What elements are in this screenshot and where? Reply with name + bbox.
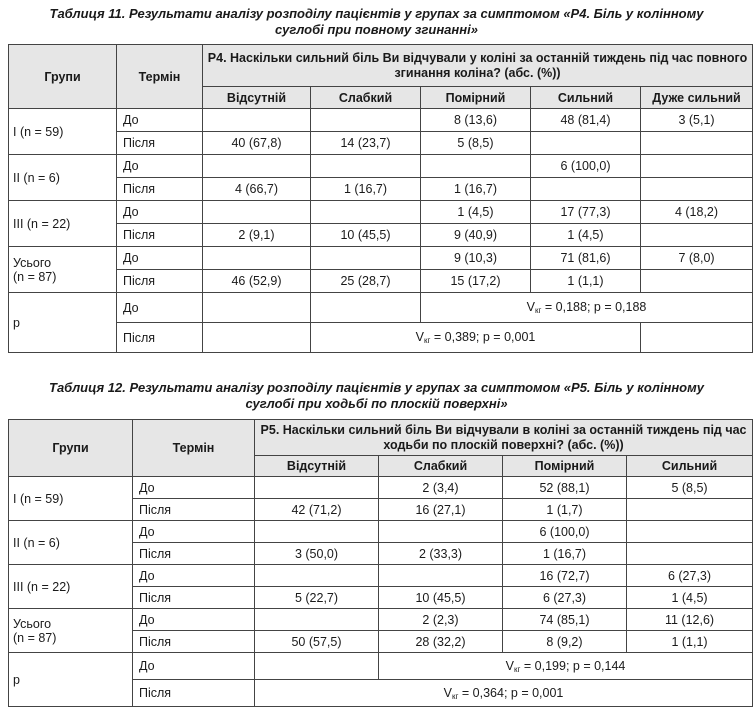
value-cell	[203, 155, 311, 178]
p-label: р	[9, 293, 117, 353]
value-cell: 11 (12,6)	[627, 609, 753, 631]
value-cell	[203, 109, 311, 132]
empty-cell	[203, 323, 311, 353]
question-header: P5. Наскільки сильний біль Ви відчували в коліні за останній тиждень під час ходьби по плоскій поверхні? (абс. (%))	[255, 420, 753, 456]
value-cell	[203, 201, 311, 224]
value-cell	[641, 178, 753, 201]
value-cell: 6 (27,3)	[627, 565, 753, 587]
term-cell: Після	[133, 631, 255, 653]
answer-header: Дуже сильний	[641, 87, 753, 109]
value-cell	[203, 247, 311, 270]
value-cell: 1 (1,1)	[531, 270, 641, 293]
table-row	[9, 521, 753, 543]
value-cell	[311, 155, 421, 178]
term-cell: До	[133, 477, 255, 499]
value-cell	[531, 178, 641, 201]
answer-header: Слабкий	[311, 87, 421, 109]
value-cell: 1 (4,5)	[421, 201, 531, 224]
value-cell: 1 (16,7)	[311, 178, 421, 201]
table-row	[9, 201, 753, 224]
answer-header: Помірний	[421, 87, 531, 109]
value-cell	[627, 521, 753, 543]
value-cell: 9 (40,9)	[421, 224, 531, 247]
groups-header: Групи	[9, 420, 133, 477]
term-header: Термін	[133, 420, 255, 477]
value-cell: 50 (57,5)	[255, 631, 379, 653]
value-cell: 40 (67,8)	[203, 132, 311, 155]
value-cell: 9 (10,3)	[421, 247, 531, 270]
term-cell: До	[133, 653, 255, 680]
value-cell: 16 (27,1)	[379, 499, 503, 521]
table-row	[9, 155, 753, 178]
question-header: P4. Наскільки сильний біль Ви відчували у коліні за останній тиждень під час повного згинання коліна? (абс. (%))	[203, 45, 753, 87]
value-cell	[641, 224, 753, 247]
value-cell: 71 (81,6)	[531, 247, 641, 270]
term-cell: До	[133, 609, 255, 631]
table-row	[9, 565, 753, 587]
value-cell: 3 (5,1)	[641, 109, 753, 132]
value-cell: 17 (77,3)	[531, 201, 641, 224]
value-cell	[311, 201, 421, 224]
group-label: ІІІ (n = 22)	[9, 565, 133, 609]
table-row	[9, 224, 753, 247]
answer-header: Відсутній	[203, 87, 311, 109]
value-cell: 7 (8,0)	[641, 247, 753, 270]
value-cell	[641, 155, 753, 178]
term-cell: До	[117, 155, 203, 178]
table-row	[9, 609, 753, 631]
empty-cell	[311, 293, 421, 323]
value-cell: 42 (71,2)	[255, 499, 379, 521]
value-cell: 1 (4,5)	[531, 224, 641, 247]
table-row	[9, 270, 753, 293]
value-cell: 2 (33,3)	[379, 543, 503, 565]
value-cell	[379, 521, 503, 543]
value-cell: 1 (16,7)	[421, 178, 531, 201]
value-cell: 3 (50,0)	[255, 543, 379, 565]
table-row	[9, 178, 753, 201]
term-cell: Після	[133, 499, 255, 521]
value-cell: 4 (18,2)	[641, 201, 753, 224]
term-cell: Після	[133, 587, 255, 609]
value-cell: 6 (100,0)	[531, 155, 641, 178]
group-label: ІІ (n = 6)	[9, 521, 133, 565]
value-cell: 52 (88,1)	[503, 477, 627, 499]
value-cell	[379, 565, 503, 587]
table-row	[9, 653, 753, 680]
value-cell: 6 (100,0)	[503, 521, 627, 543]
value-cell: 6 (27,3)	[503, 587, 627, 609]
p-value-cell: Vкг = 0,389; р = 0,001	[311, 323, 641, 353]
term-cell: До	[117, 109, 203, 132]
table-row	[9, 323, 753, 353]
table11	[8, 44, 753, 353]
value-cell: 1 (1,7)	[503, 499, 627, 521]
empty-cell	[255, 653, 379, 680]
group-label: Усього (n = 87)	[9, 609, 133, 653]
term-cell: До	[117, 247, 203, 270]
value-cell: 15 (17,2)	[421, 270, 531, 293]
value-cell: 28 (32,2)	[379, 631, 503, 653]
value-cell: 1 (4,5)	[627, 587, 753, 609]
value-cell	[627, 543, 753, 565]
answer-header: Сильний	[627, 456, 753, 477]
value-cell: 2 (9,1)	[203, 224, 311, 247]
p-value-cell: Vкг = 0,364; р = 0,001	[255, 680, 753, 707]
table-row	[9, 293, 753, 323]
groups-header: Групи	[9, 45, 117, 109]
term-header: Термін	[117, 45, 203, 109]
value-cell	[311, 109, 421, 132]
table-row	[9, 477, 753, 499]
value-cell: 5 (22,7)	[255, 587, 379, 609]
value-cell	[255, 609, 379, 631]
value-cell	[627, 499, 753, 521]
term-cell: Після	[117, 132, 203, 155]
table-row	[9, 247, 753, 270]
term-cell: Після	[117, 178, 203, 201]
value-cell: 8 (9,2)	[503, 631, 627, 653]
term-cell: Після	[117, 323, 203, 353]
table12-caption: Таблиця 12. Результати аналізу розподілу пацієнтів у групах за симптомом «P5. Біль у колінному суглобі при ходьбі по плоскій поверхні»	[49, 380, 704, 411]
value-cell: 74 (85,1)	[503, 609, 627, 631]
value-cell: 2 (3,4)	[379, 477, 503, 499]
p-label: р	[9, 653, 133, 707]
value-cell: 10 (45,5)	[311, 224, 421, 247]
empty-cell	[203, 293, 311, 323]
value-cell	[641, 270, 753, 293]
table12	[8, 419, 753, 707]
value-cell	[311, 247, 421, 270]
term-cell: Після	[133, 543, 255, 565]
answer-header: Відсутній	[255, 456, 379, 477]
term-cell: До	[117, 201, 203, 224]
term-cell: Після	[117, 224, 203, 247]
table11-caption: Таблиця 11. Результати аналізу розподілу пацієнтів у групах за симптомом «P4. Біль у колінному суглобі при повному згинанні»	[49, 6, 704, 37]
group-label: І (n = 59)	[9, 477, 133, 521]
empty-cell	[641, 323, 753, 353]
value-cell: 1 (1,1)	[627, 631, 753, 653]
p-value-cell: Vкг = 0,199; р = 0,144	[379, 653, 753, 680]
value-cell	[531, 132, 641, 155]
table-row	[9, 132, 753, 155]
value-cell: 8 (13,6)	[421, 109, 531, 132]
value-cell	[421, 155, 531, 178]
value-cell	[255, 565, 379, 587]
value-cell: 4 (66,7)	[203, 178, 311, 201]
value-cell: 16 (72,7)	[503, 565, 627, 587]
group-label: Усього (n = 87)	[9, 247, 117, 293]
group-label: ІІ (n = 6)	[9, 155, 117, 201]
term-cell: Після	[133, 680, 255, 707]
value-cell: 10 (45,5)	[379, 587, 503, 609]
term-cell: До	[133, 521, 255, 543]
term-cell: До	[133, 565, 255, 587]
answer-header: Слабкий	[379, 456, 503, 477]
term-cell: Після	[117, 270, 203, 293]
value-cell: 5 (8,5)	[421, 132, 531, 155]
group-label: І (n = 59)	[9, 109, 117, 155]
value-cell: 2 (2,3)	[379, 609, 503, 631]
group-label: ІІІ (n = 22)	[9, 201, 117, 247]
value-cell: 14 (23,7)	[311, 132, 421, 155]
value-cell: 48 (81,4)	[531, 109, 641, 132]
value-cell	[255, 521, 379, 543]
value-cell: 5 (8,5)	[627, 477, 753, 499]
answer-header: Сильний	[531, 87, 641, 109]
p-value-cell: Vкг = 0,188; р = 0,188	[421, 293, 753, 323]
table-row	[9, 109, 753, 132]
value-cell: 46 (52,9)	[203, 270, 311, 293]
term-cell: До	[117, 293, 203, 323]
value-cell	[255, 477, 379, 499]
value-cell	[641, 132, 753, 155]
value-cell: 25 (28,7)	[311, 270, 421, 293]
value-cell: 1 (16,7)	[503, 543, 627, 565]
answer-header: Помірний	[503, 456, 627, 477]
